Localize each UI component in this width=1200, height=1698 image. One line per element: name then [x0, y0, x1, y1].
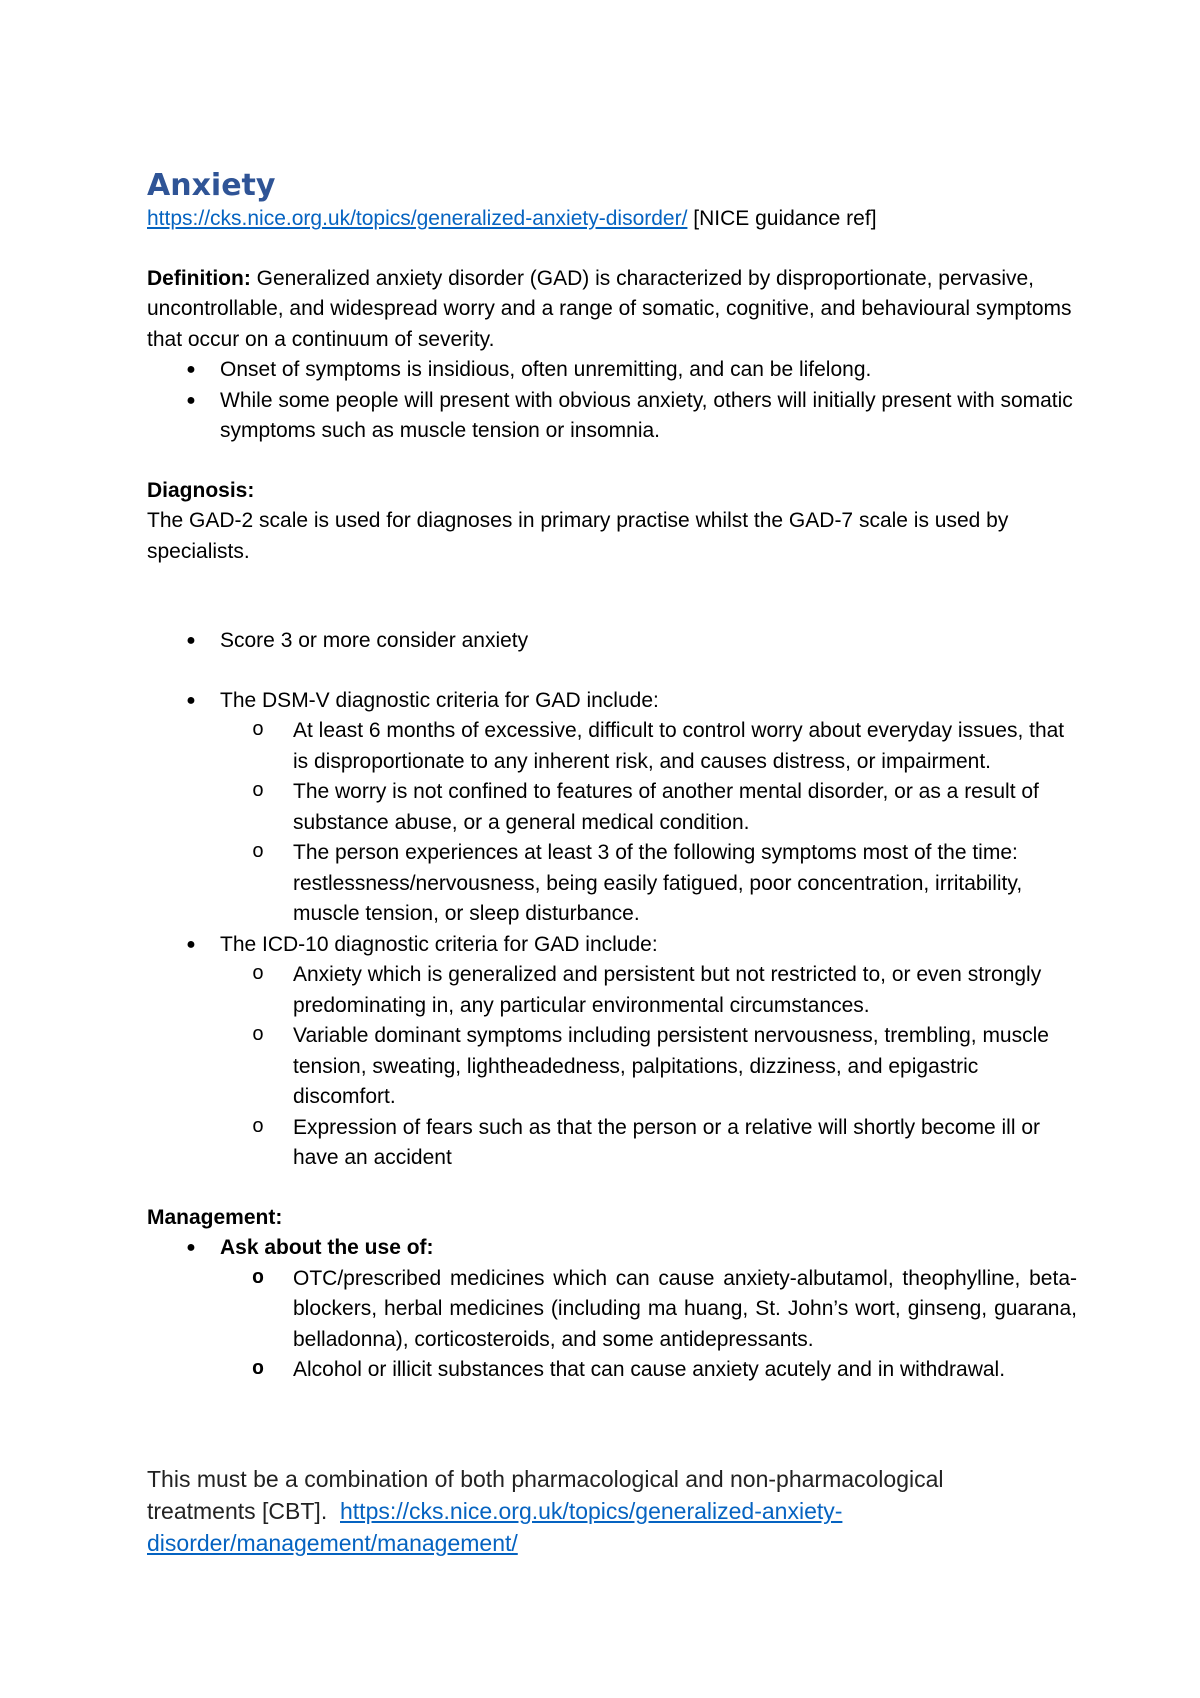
circle-bullet-icon: o: [251, 1115, 264, 1139]
list-item: o Variable dominant symptoms including persistent nervousness, trembling, muscle tension, sweating, lightheadedness, palpitations, dizziness, and epigastric discomfort.: [220, 1021, 1077, 1113]
circle-bullet-icon: o: [251, 841, 264, 864]
closing-paragraph: [147, 1463, 1047, 1559]
diagnosis-text: The GAD-2 scale is used for diagnoses in primary practise whilst the GAD-7 scale is used by specialists.: [147, 509, 1009, 563]
list-item: ● While some people will present with obvious anxiety, others will initially present with somatic symptoms such as muscle tension or insomnia.: [147, 386, 1077, 447]
management-bullets: [147, 1233, 1077, 1386]
bullet-icon: ●: [186, 391, 196, 409]
ask-label: Ask about the use of:: [220, 1236, 434, 1259]
circle-bullet-icon: o: [251, 780, 264, 803]
list-item: o OTC/prescribed medicines which can cause anxiety-albutamol, theophylline, beta-blockers, herbal medicines (including ma huang, St. John’s wort, ginseng, guarana, belladonna), corticosteroids, and some antidepressants.: [220, 1264, 1077, 1356]
definition-text: Generalized anxiety disorder (GAD) is characterized by disproportionate, pervasive, uncontrollable, and widespread worry and a range of somatic, cognitive, and behavioural symptoms that occur on a continuum of severity.: [147, 266, 1072, 351]
list-item: o Expression of fears such as that the person or a relative will shortly become ill or have an accident: [220, 1113, 1077, 1174]
list-item: o The person experiences at least 3 of the following symptoms most of the time: restlessness/nervousness, being easily fatigued, poor concentration, irritability, muscle tension, or sleep disturbance.: [220, 838, 1077, 930]
definition-paragraph: [147, 264, 1077, 356]
dsm-criteria-container: [147, 716, 1077, 930]
bullet-icon: ●: [186, 691, 196, 709]
reference-line: [147, 204, 1077, 235]
list-item: o Anxiety which is generalized and persistent but not restricted to, or even strongly predominating in, any particular environmental circumstances.: [220, 960, 1077, 1021]
bullet-icon: ●: [186, 935, 196, 953]
list-item: [147, 930, 1077, 1174]
bullet-icon: ●: [186, 361, 196, 378]
management-link[interactable]: https://cks.nice.org.uk/topics/generalized-anxiety-disorder/management/management/: [147, 1498, 843, 1556]
criteria-bullets: [147, 686, 1077, 717]
list-item: ● Onset of symptoms is insidious, often unremitting, and can be lifelong.: [147, 355, 1077, 386]
list-item: o Alcohol or illicit substances that can cause anxiety acutely and in withdrawal.: [220, 1355, 1077, 1386]
circle-bullet-icon: o: [251, 1266, 264, 1290]
definition-bullets: [147, 355, 1077, 447]
diagnosis-bullets: [147, 626, 1077, 657]
bullet-icon: ●: [186, 632, 196, 649]
list-item: o The worry is not confined to features of another mental disorder, or as a result of substance abuse, or a general medical condition.: [220, 777, 1077, 838]
circle-bullet-icon: o: [251, 719, 264, 742]
management-heading: Management:: [147, 1205, 283, 1229]
definition-heading: Definition:: [147, 266, 251, 290]
icd-bullets: [147, 930, 1077, 1174]
reference-label: [NICE guidance ref]: [693, 207, 877, 230]
dsm-label: The DSM-V diagnostic criteria for GAD include:: [220, 688, 659, 712]
list-item: o At least 6 months of excessive, difficult to control worry about everyday issues, that is disproportionate to any inherent risk, and causes distress, or impairment.: [220, 716, 1077, 777]
bullet-icon: ●: [186, 1239, 196, 1256]
icd-criteria-list: [220, 960, 1077, 1174]
management-sub-list: [220, 1264, 1077, 1386]
list-item: [147, 1233, 1077, 1386]
closing-text: This must be a combination of both pharmacological and non-pharmacological treatments [CBT].: [147, 1466, 944, 1524]
circle-bullet-icon: o: [251, 963, 264, 986]
icd-label: The ICD-10 diagnostic criteria for GAD include:: [220, 932, 658, 956]
page-title: Anxiety: [147, 168, 276, 203]
circle-bullet-icon: o: [251, 1024, 264, 1047]
nice-guidance-link[interactable]: https://cks.nice.org.uk/topics/generalized-anxiety-disorder/: [147, 207, 688, 230]
circle-bullet-icon: o: [251, 1358, 264, 1381]
diagnosis-heading: Diagnosis:: [147, 478, 255, 502]
dsm-criteria-list: [220, 716, 1077, 930]
document-body: [147, 168, 1077, 1386]
list-item: ● Score 3 or more consider anxiety: [147, 626, 1077, 657]
list-item: [147, 686, 1077, 717]
